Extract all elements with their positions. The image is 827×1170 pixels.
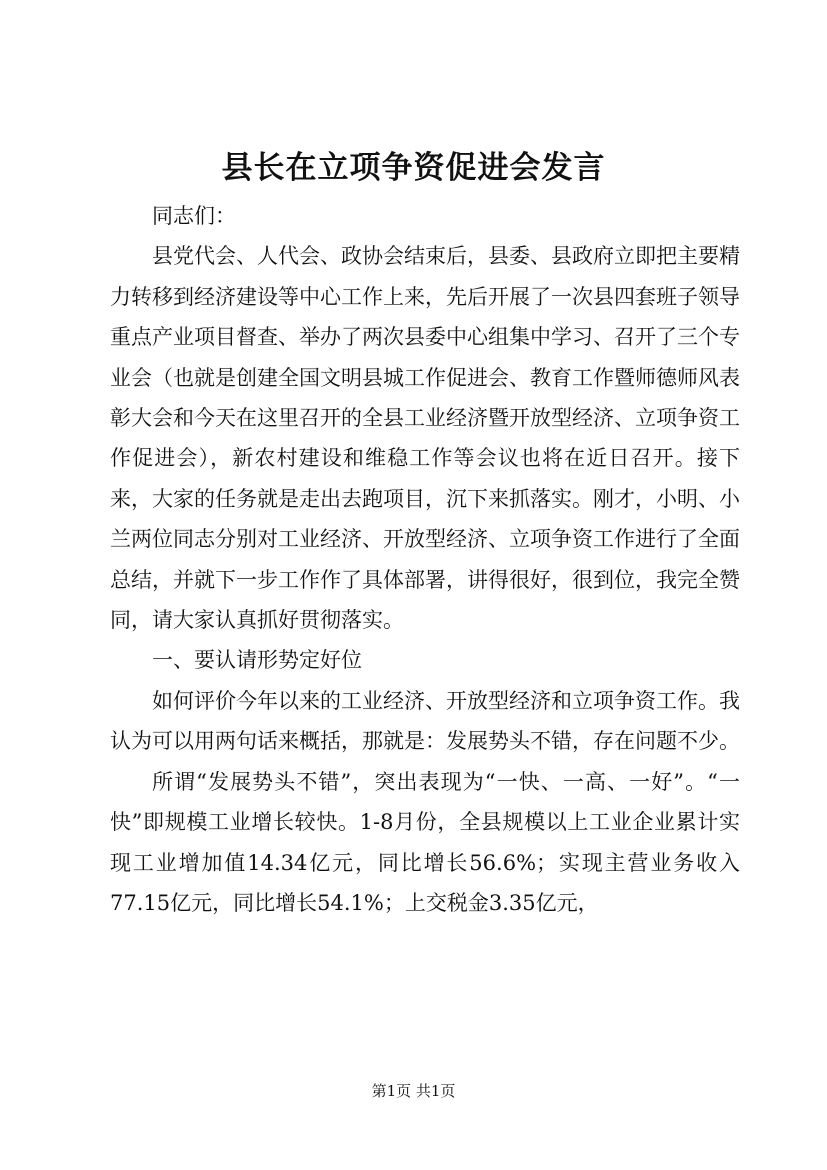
salutation-paragraph: 同志们： [152,204,236,228]
body-paragraph: 如何评价今年以来的工业经济、开放型经济和立项争资工作。我认为可以用两句话来概括，那就是：发展势头不错，存在问题不少。 [110,688,740,754]
body-paragraph: 县党代会、人代会、政协会结束后，县委、县政府立即把主要精力转移到经济建设等中心工作上来，先后开展了一次县四套班子领导重点产业项目督查、举办了两次县委中心组集中学习、召开了三个专业会（也就是创建全国文明县城工作促进会、教育工作暨师德师风表彰大会和今天在这里召开的全县工业经济暨开放型经济、立项争资工作促进会），新农村建设和维稳工作等会议也将在近日召开。接下来，大家的任务就是走出去跑项目，沉下来抓落实。刚才，小明、小兰两位同志分别对工业经济、开放型经济、立项争资工作进行了全面总结，并就下一步工作作了具体部署，讲得很好，很到位，我完全赞同，请大家认真抓好贯彻落实。 [110,244,740,633]
page-footer: 第1页 共1页 [371,1082,456,1100]
document-title: 县长在立项争资促进会发言 [221,150,606,186]
document-body [110,196,740,923]
section-heading: 一、要认请形势定好位 [152,648,362,673]
body-paragraph: 所谓“发展势头不错”，突出表现为“一快、一高、一好”。“一快”即规模工业增长较快。1-8月份，全县规模以上工业企业累计实现工业增加值14.34亿元，同比增长56.6%；实现主营业务收入77.15亿元，同比增长54.1%；上交税金3.35亿元， [110,769,740,915]
